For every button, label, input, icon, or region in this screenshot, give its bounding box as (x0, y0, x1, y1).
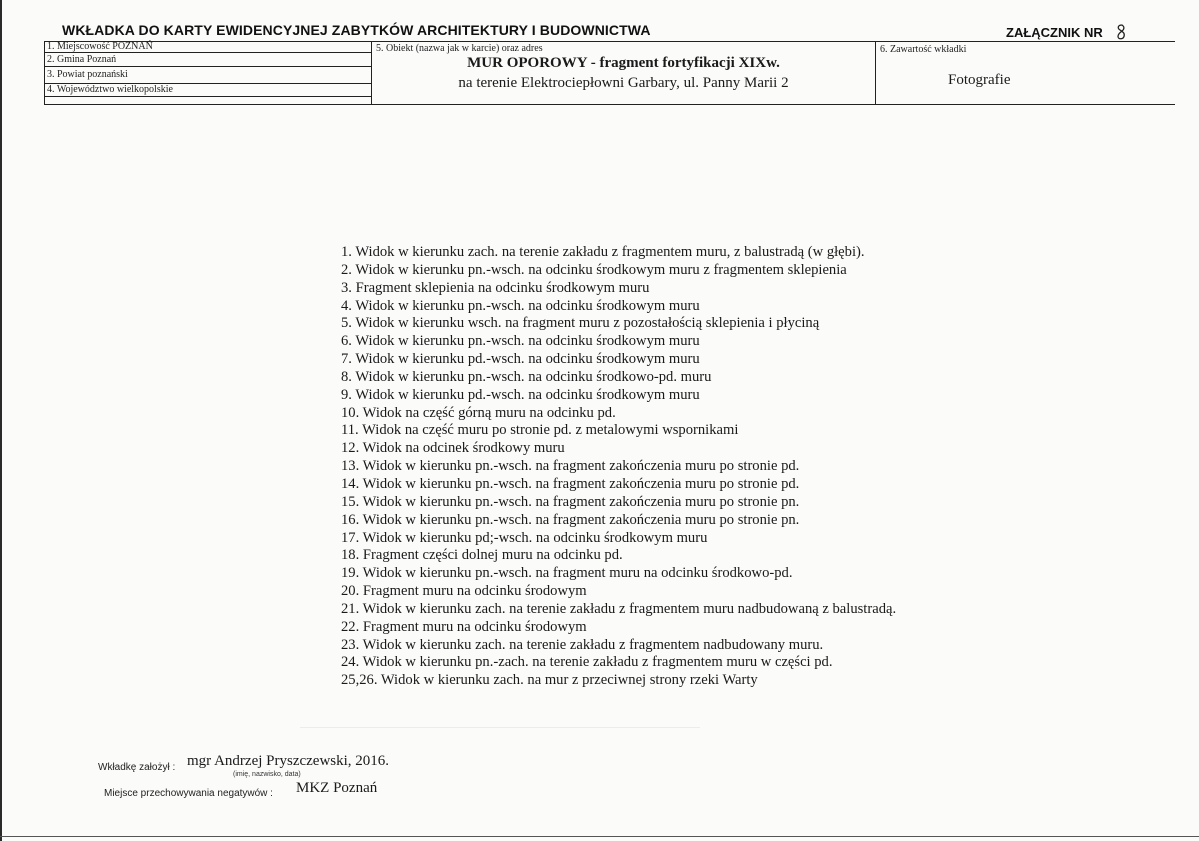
document-title: WKŁADKA DO KARTY EWIDENCYJNEJ ZABYTKÓW ARCHITEKTURY I BUDOWNICTWA (62, 22, 651, 38)
object-address: na terenie Elektrociepłowni Garbary, ul. Panny Marii 2 (458, 75, 789, 91)
photo-list-item: 25,26. Widok w kierunku zach. na mur z przeciwnej strony rzeki Warty (341, 672, 758, 689)
field-wojewodztwo: 4. Województwo wielkopolskie (47, 84, 173, 95)
author-value: mgr Andrzej Pryszczewski, 2016. (187, 753, 390, 769)
contents-value: Fotografie (948, 72, 1011, 88)
photo-list-item: 20. Fragment muru na odcinku środowym (341, 583, 587, 600)
header-divider-1 (371, 41, 372, 104)
photo-list-item: 21. Widok w kierunku zach. na terenie zakładu z fragmentem muru nadbudowaną z balustradą. (341, 600, 897, 617)
contents-field-label: 6. Zawartość wkładki (880, 44, 967, 55)
photo-list-item: 17. Widok w kierunku pd;-wsch. na odcinku środkowym muru (341, 529, 708, 546)
handwritten-annex-number (1112, 22, 1132, 42)
photo-list-item: 3. Fragment sklepienia na odcinku środkowym muru (341, 279, 650, 296)
negatives-value: MKZ Poznań (296, 780, 378, 796)
photo-list-item: 9. Widok w kierunku pd.-wsch. na odcinku środkowym muru (341, 386, 700, 403)
scan-left-edge (0, 0, 2, 841)
photo-list-item: 1. Widok w kierunku zach. na terenie zakładu z fragmentem muru, z balustradą (w głębi). (341, 244, 865, 260)
photo-list-item: 13. Widok w kierunku pn.-wsch. na fragment zakończenia muru po stronie pd. (341, 458, 800, 475)
photo-list-item: 19. Widok w kierunku pn.-wsch. na fragment muru na odcinku środkowo-pd. (341, 565, 793, 582)
annex-label: ZAŁĄCZNIK NR (1006, 25, 1103, 40)
field-gmina: 2. Gmina Poznań (47, 54, 117, 65)
header-top-rule (44, 41, 1175, 42)
object-name: MUR OPOROWY - fragment fortyfikacji XIXw. (467, 55, 780, 71)
photo-list-item: 10. Widok na część górną muru na odcinku pd. (341, 404, 616, 421)
photo-list-item: 2. Widok w kierunku pn.-wsch. na odcinku środkowym muru z fragmentem sklepienia (341, 261, 847, 278)
header-left-border (44, 41, 45, 104)
faint-divider (300, 727, 700, 728)
photo-list-item: 6. Widok w kierunku pn.-wsch. na odcinku środkowym muru (341, 333, 700, 350)
photo-list-item: 11. Widok na część muru po stronie pd. z metalowymi wspornikami (341, 422, 739, 439)
photo-list-item: 14. Widok w kierunku pn.-wsch. na fragment zakończenia muru po stronie pd. (341, 475, 800, 492)
photo-list-item: 15. Widok w kierunku pn.-wsch. na fragment zakończenia muru po stronie pn. (341, 493, 800, 510)
photo-list-item: 12. Widok na odcinek środkowy muru (341, 440, 565, 457)
photo-list-item: 4. Widok w kierunku pn.-wsch. na odcinku środkowym muru (341, 297, 700, 314)
photo-list-item: 8. Widok w kierunku pn.-wsch. na odcinku środkowo-pd. muru (341, 368, 712, 385)
field-powiat: 3. Powiat poznański (47, 69, 128, 80)
photo-list (341, 244, 896, 690)
negatives-label: Miejsce przechowywania negatywów : (104, 788, 273, 799)
scan-bottom-edge (0, 836, 1199, 837)
object-field-label: 5. Obiekt (nazwa jak w karcie) oraz adres (376, 43, 543, 54)
photo-list-item: 16. Widok w kierunku pn.-wsch. na fragment zakończenia muru po stronie pn. (341, 511, 800, 528)
location-row-rule-4 (44, 96, 371, 97)
header-divider-2 (875, 41, 876, 104)
photo-list-item: 23. Widok w kierunku zach. na terenie zakładu z fragmentem nadbudowany muru. (341, 636, 824, 653)
author-caption: (imię, nazwisko, data) (233, 771, 301, 778)
header-bottom-rule (44, 104, 1175, 105)
photo-list-item: 18. Fragment części dolnej muru na odcinku pd. (341, 547, 623, 564)
author-label: Wkładkę założył : (98, 762, 176, 773)
location-row-rule-2 (44, 66, 371, 67)
field-miejscowosc: 1. Miejscowość POZNAŃ (47, 41, 153, 52)
photo-list-item: 22. Fragment muru na odcinku środowym (341, 618, 587, 635)
photo-list-item: 7. Widok w kierunku pd.-wsch. na odcinku środkowym muru (341, 351, 700, 368)
photo-list-item: 5. Widok w kierunku wsch. na fragment muru z pozostałością sklepienia i płyciną (341, 315, 820, 332)
photo-list-item: 24. Widok w kierunku pn.-zach. na terenie zakładu z fragmentem muru w części pd. (341, 654, 833, 671)
